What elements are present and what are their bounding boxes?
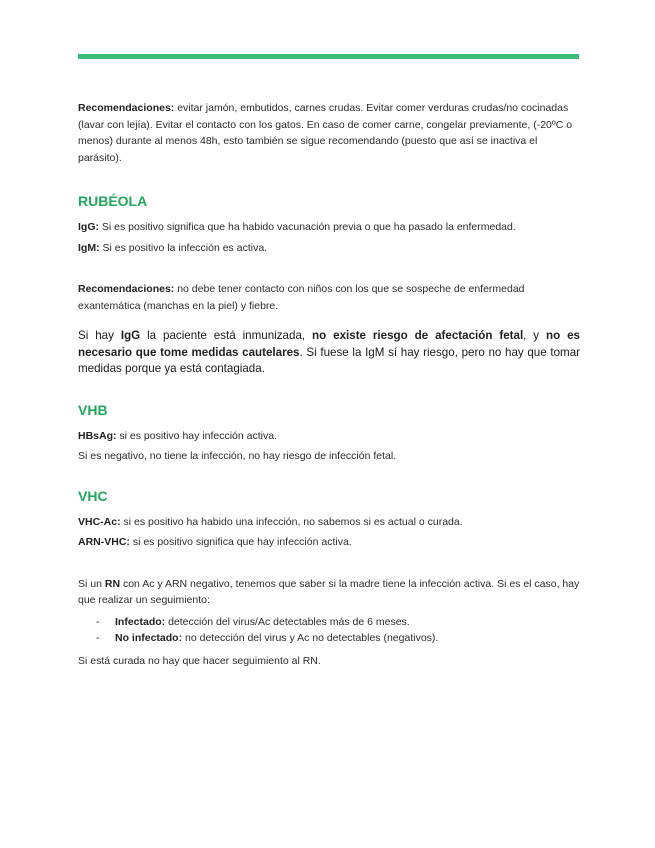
vhb-hbsag-label: HBsAg: (78, 429, 117, 442)
rubeola-note-part-2: la paciente está inmunizada, (140, 329, 313, 342)
vhb-heading: VHB (78, 401, 108, 418)
vhc-arn-text: si es positivo significa que hay infección activa. (129, 536, 352, 548)
rubeola-igm-text: Si es positivo la infección es activa. (99, 241, 268, 254)
rubeola-heading: RUBÉOLA (78, 193, 148, 209)
document-body (78, 100, 580, 669)
rubeola-igg-text: Si es positivo significa que ha habido vacunación previa o que ha pasado la enfermedad. (99, 221, 516, 233)
vhc-arn (78, 534, 580, 551)
list-item-label: Infectado: (115, 615, 166, 628)
vhc-ac (78, 514, 580, 531)
rubeola-note-bold-1: no existe riesgo de afectación fetal (312, 329, 524, 342)
list-item (78, 630, 580, 647)
rubeola-igm (78, 240, 580, 257)
rubeola-recommendations (78, 281, 580, 314)
vhc-rn-paragraph (78, 576, 580, 609)
vhb-hbsag-text: si es positivo hay infección activa. (116, 429, 277, 442)
toxo-recommendations-label: Recomendaciones: (78, 102, 175, 114)
list-item-label: No infectado: (115, 632, 183, 644)
vhc-follow-up-list (78, 614, 580, 647)
toxo-recommendations-text: evitar jamón, embutidos, carnes crudas. Evitar comer verduras crudas/no cocinadas (lavar con lejía). Evitar el contacto con los gatos. En caso de comer carne, congelar previamente, (-20ºC o menos) durante al menos 48h, esto también se sigue recomendando (puesto que así se inactiva el parásito). (78, 102, 573, 164)
vhc-ac-label: VHC-Ac: (78, 515, 121, 528)
rubeola-note-part-1: Si hay (78, 329, 121, 342)
rubeola-recommendations-text: no debe tener contacto con niños con los que se sospeche de enfermedad exantemática (manchas en la piel) y fiebre. (78, 283, 525, 312)
dash-bullet: - (96, 632, 100, 644)
vhc-ac-text: si es positivo ha habido una infección, no sabemos si es actual o curada. (120, 515, 463, 528)
rubeola-igg (78, 219, 580, 236)
vhb-hbsag (78, 428, 580, 445)
vhc-rn-part-1: Si un (78, 577, 105, 590)
dash-bullet: - (96, 615, 100, 628)
vhc-heading: VHC (78, 487, 108, 504)
vhc-rn-part-2: con Ac y ARN negativo, tenemos que saber si la madre tiene la infección activa. Si es el caso, hay que realizar un seguimiento: (78, 577, 580, 606)
list-item (78, 614, 580, 631)
list-item-text: no detección del virus y Ac no detectables (negativos). (182, 632, 439, 644)
rubeola-note-igg: IgG (120, 329, 141, 342)
rubeola-note-bold-2: no es necesario que tome medidas cautelares (78, 329, 581, 359)
vhc-cured: Si está curada no hay que hacer seguimiento al RN. (78, 654, 321, 667)
toxo-recommendations (78, 100, 580, 166)
rubeola-note-part-4: . Si fuese la IgM sí hay riesgo, pero no hay que tomar medidas porque ya está contagiada. (78, 345, 581, 375)
list-item-text: detección del virus/Ac detectables más de 6 meses. (165, 615, 410, 628)
vhc-arn-label: ARN-VHC: (78, 536, 130, 548)
rubeola-note (78, 328, 580, 378)
rubeola-igm-label: IgM: (78, 241, 100, 254)
rubeola-igg-label: IgG: (78, 221, 99, 233)
vhb-negative: Si es negativo, no tiene la infección, no hay riesgo de infección fetal. (78, 450, 397, 462)
vhc-rn-label: RN (104, 577, 121, 590)
rubeola-note-part-3: , y (523, 329, 547, 342)
header-rule (78, 54, 579, 59)
rubeola-recommendations-label: Recomendaciones: (78, 283, 175, 295)
